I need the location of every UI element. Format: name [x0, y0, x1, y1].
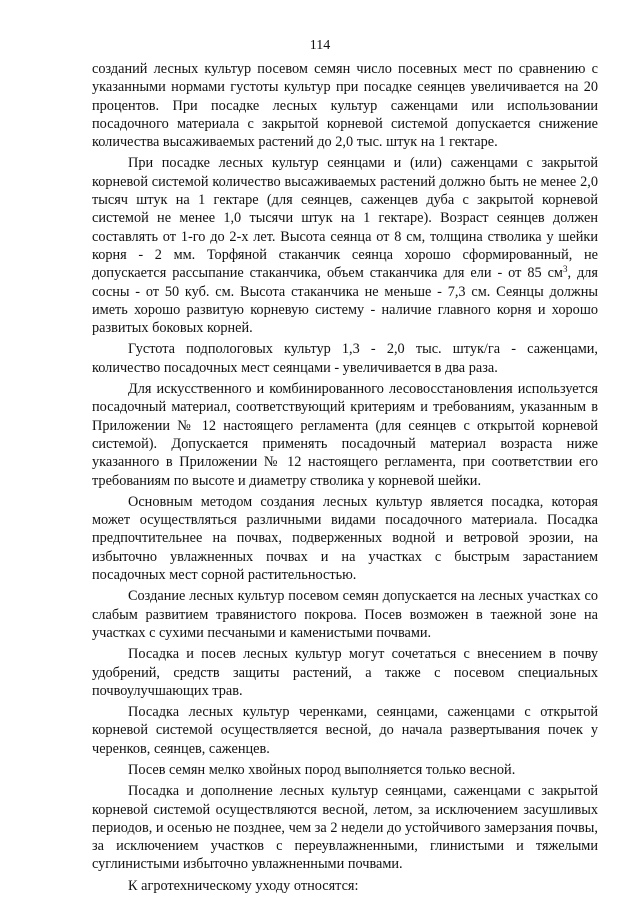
paragraph-continuation: созданий лесных культур посевом семян число посевных мест по сравнению с указанными нормами густоты культур при посадке сеянцев увеличивается на 20 процентов. При посадке лесных культур саженцами или использовании посадочного материала с закрытой корневой системой допускается снижение количества высаживаемых растений до 2,0 тыс. штук на 1 гектаре. — [92, 61, 598, 151]
paragraph-cuttings: Посадка лесных культур черенками, сеянцами, саженцами с открытой корневой системой осуществляется весной, до начала развертывания почек у черенков, сеянцев, саженцев. — [92, 704, 598, 757]
document-body — [92, 60, 598, 898]
paragraph-seedling-requirements — [92, 154, 598, 337]
paragraph-closed-root: Посадка и дополнение лесных культур сеянцами, саженцами с закрытой корневой системой осуществляются весной, летом, за исключением засушливых периодов, и осенью не позднее, чем за 2 недели до устойчивого замерзания почвы, за исключением участков с переувлажненными, глинистыми и тяжелыми суглинистыми избыточно увлажненными почвами. — [92, 783, 598, 873]
superscript: 3 — [562, 264, 568, 275]
paragraph-fertilizers: Посадка и посев лесных культур могут сочетаться с внесением в почву удобрений, средств защиты растений, а также с посевом специальных почвоулучшающих трав. — [92, 646, 598, 699]
paragraph-density: Густота подпологовых культур 1,3 - 2,0 тыс. штук/га - саженцами, количество посадочных мест сеянцами - увеличивается в два раза. — [92, 341, 598, 376]
paragraph-sowing: Создание лесных культур посевом семян допускается на лесных участках со слабым развитием травянистого покрова. Посев возможен в таежной зоне на участках с сухими песчаными и каменистыми почвами. — [92, 588, 598, 641]
paragraph-text: , для сосны - от 50 куб. см. Высота стаканчика не меньше - 7,3 см. Сеянцы должны иметь хорошо развитую корневую систему - наличие главного корня и хорошо развитых боковых корней. — [92, 265, 598, 337]
paragraph-main-method: Основным методом создания лесных культур является посадка, которая может осуществляться различными видами посадочного материала. Посадка предпочтительнее на почвах, подверженных водной и ветровой эрозии, на избыточно увлажненных почвах и на участках с быстрым зарастанием посадочных мест сорной растительностью. — [92, 493, 598, 584]
paragraph-agrotechnical: К агротехническому уходу относятся: — [128, 877, 359, 894]
page-number: 114 — [309, 38, 331, 53]
paragraph-text: При посадке лесных культур сеянцами и (или) саженцами с закрытой корневой системой количество высаживаемых растений должно быть не менее 2,0 тысяч штук на 1 гектаре (для сеянцев, саженцев дуба с закрытой корневой системой не менее 1,0 тысячи штук на 1 гектаре). Возраст сеянцев должен составлять от 1-го до 2-х лет. Высота сеянца от 8 см, толщина стволика у шейки корня - 2 мм. Торфяной стаканчик сеянца хорошо сформированный, не допускается рассыпание стаканчика, объем стаканчика для ели - от 85 см — [92, 155, 598, 282]
paragraph-conifer-sowing: Посев семян мелко хвойных пород выполняется только весной. — [128, 761, 516, 778]
paragraph-planting-material: Для искусственного и комбинированного лесовосстановления используется посадочный материал, соответствующий критериям и требованиям, указанным в Приложении № 12 настоящего регламента (для сеянцев с открытой корневой системой). Допускается применять посадочный материал возраста ниже указанного в Приложении № 12 настоящего регламента, при соответствии его требованиям по высоте и диаметру стволика у корневой шейки. — [92, 381, 598, 489]
